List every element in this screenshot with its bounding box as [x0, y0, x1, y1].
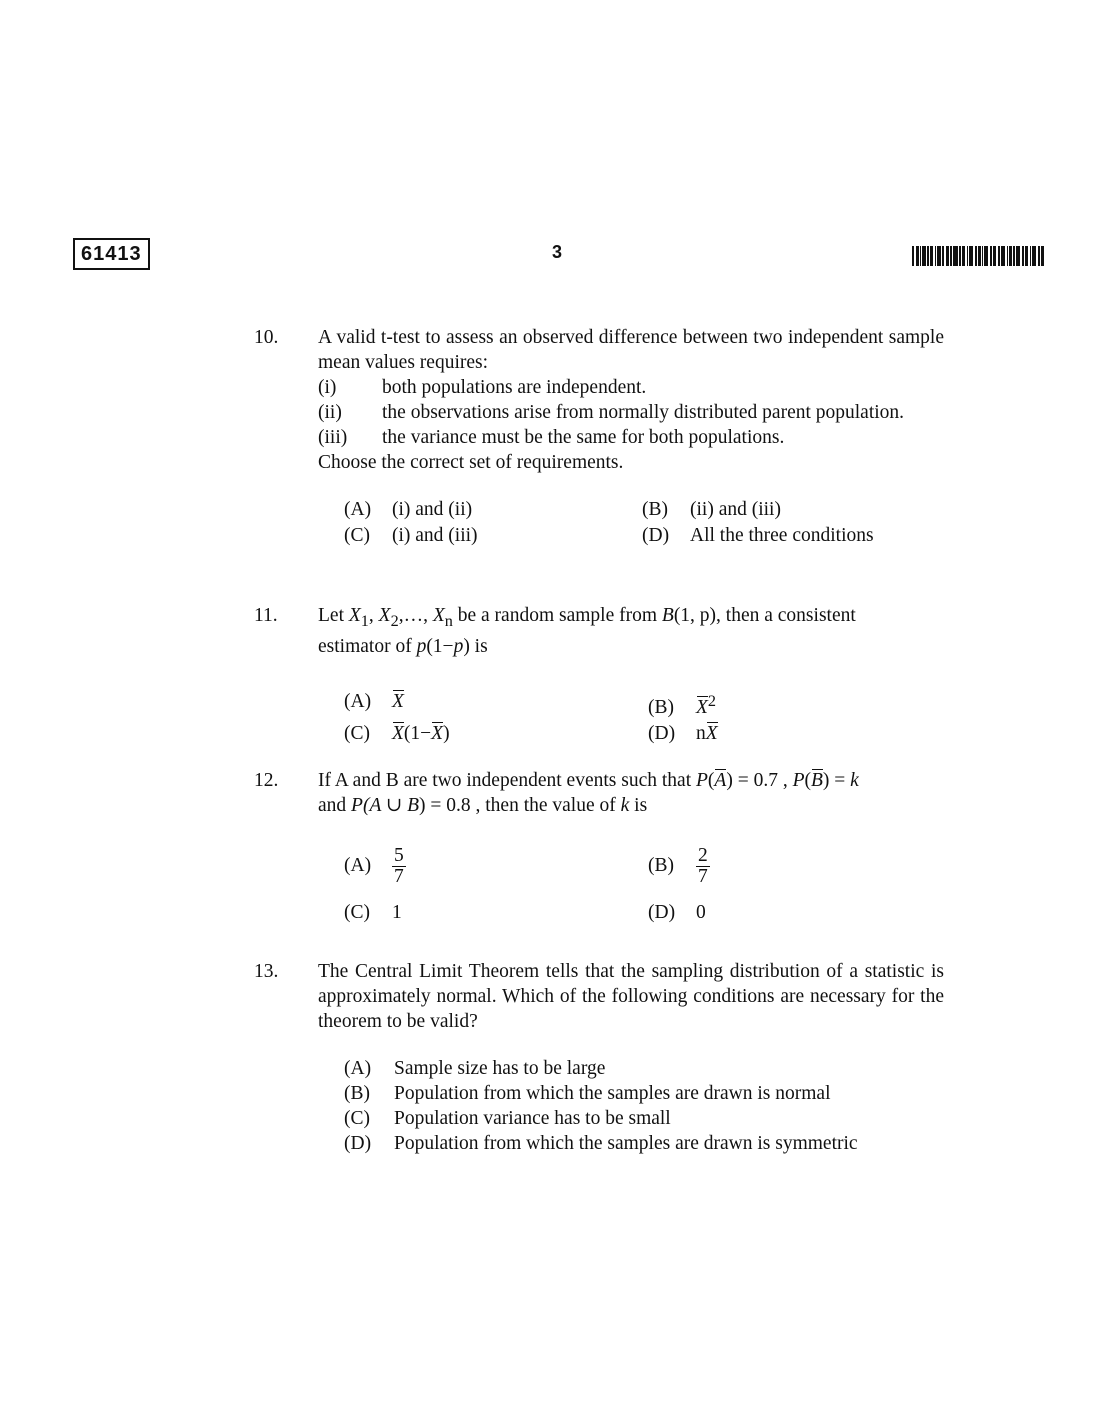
option-c[interactable]: (C) X(1−X)	[344, 722, 450, 744]
option-a[interactable]	[344, 846, 406, 887]
option-label: (D)	[648, 902, 676, 923]
option-b[interactable]	[642, 497, 781, 522]
question-number: 10.	[254, 327, 279, 348]
option-fraction: $\frac{2}{7}$	[698, 845, 708, 887]
question-instruction: Choose the correct set of requirements.	[318, 452, 624, 473]
options-list	[344, 1056, 944, 1156]
options-grid	[344, 497, 944, 549]
requirement-item	[318, 425, 944, 450]
option-label: (D)	[642, 525, 670, 546]
option-text: (i) and (iii)	[392, 525, 478, 546]
option-c[interactable]	[344, 523, 478, 548]
option-label: (A)	[344, 854, 372, 876]
requirement-text: both populations are independent.	[382, 377, 647, 398]
option-a[interactable]	[344, 497, 472, 522]
question-number: 11.	[254, 605, 278, 626]
option-d[interactable]	[642, 523, 874, 548]
option-d[interactable]	[648, 900, 706, 925]
question-number: 12.	[254, 770, 279, 791]
option-label: (B)	[344, 1083, 370, 1104]
requirement-label: (i)	[318, 377, 337, 398]
option-expression: X	[696, 697, 708, 719]
option-text: Population from which the samples are drawn is symmetric	[394, 1133, 858, 1154]
question-12	[254, 768, 944, 938]
option-label: (B)	[648, 697, 674, 719]
option-text: 1	[392, 902, 402, 923]
question-11	[254, 603, 944, 747]
option-label: (A)	[344, 1058, 372, 1079]
option-label: (A)	[344, 690, 372, 712]
option-exponent: 2	[707, 691, 717, 710]
requirement-label: (iii)	[318, 427, 348, 448]
option-b[interactable]	[648, 689, 716, 721]
option-b[interactable]	[344, 1081, 944, 1106]
requirement-text: the variance must be the same for both populations.	[382, 427, 785, 448]
option-label: (D)	[648, 722, 676, 744]
option-d[interactable]: (D) nX	[648, 722, 718, 744]
option-text: Sample size has to be large	[394, 1058, 606, 1079]
option-a[interactable]	[344, 689, 404, 714]
barcode-icon	[912, 246, 1044, 266]
option-text: All the three conditions	[690, 525, 874, 546]
option-a[interactable]	[344, 1056, 944, 1081]
option-label: (C)	[344, 1108, 370, 1129]
option-label: (C)	[344, 722, 370, 744]
option-text: Population variance has to be small	[394, 1108, 671, 1129]
options-grid	[344, 689, 944, 747]
option-expression: X	[705, 722, 718, 744]
option-text: 0	[696, 902, 706, 923]
option-text: Population from which the samples are drawn is normal	[394, 1083, 831, 1104]
option-expression: X	[392, 722, 404, 744]
option-label: (B)	[648, 854, 674, 876]
option-b[interactable]	[648, 846, 710, 887]
option-c[interactable]	[344, 900, 402, 925]
option-label: (C)	[344, 525, 370, 546]
option-label: (A)	[344, 499, 372, 520]
paper-code: 61413	[73, 238, 150, 270]
option-text: (ii) and (iii)	[690, 499, 781, 520]
requirement-item	[318, 375, 944, 400]
option-label: (D)	[344, 1133, 372, 1154]
option-label: (B)	[642, 499, 668, 520]
page-number: 3	[552, 242, 563, 262]
question-stem: Let $X_1$, $X_2,\dots$, $X_n$ be a random sample from B(1, p), then a consistent estimator of p(1−p) is	[318, 605, 856, 657]
question-number: 13.	[254, 961, 279, 982]
question-stem: A valid t-test to assess an observed difference between two independent sample mean values requires:	[318, 327, 944, 373]
question-stem: The Central Limit Theorem tells that the sampling distribution of a statistic is approximately normal. Which of the following conditions are necessary for the theorem to be valid?	[318, 961, 944, 1032]
options-grid	[344, 846, 944, 938]
option-text: (i) and (ii)	[392, 499, 473, 520]
option-c[interactable]	[344, 1106, 944, 1131]
option-d[interactable]	[344, 1131, 944, 1156]
option-expression: X	[392, 690, 404, 712]
option-label: (C)	[344, 902, 370, 923]
question-10	[254, 325, 944, 549]
option-fraction: $\frac{5}{7}$	[394, 845, 404, 887]
question-13	[254, 959, 944, 1156]
requirement-label: (ii)	[318, 402, 342, 423]
requirement-item	[318, 400, 944, 425]
requirement-text: the observations arise from normally distributed parent population.	[382, 402, 905, 423]
question-stem: If A and B are two independent events such that P(A) = 0.7 , P(B) = k and P(A ∪ B) = 0.8 , then the value of k is	[318, 770, 859, 816]
